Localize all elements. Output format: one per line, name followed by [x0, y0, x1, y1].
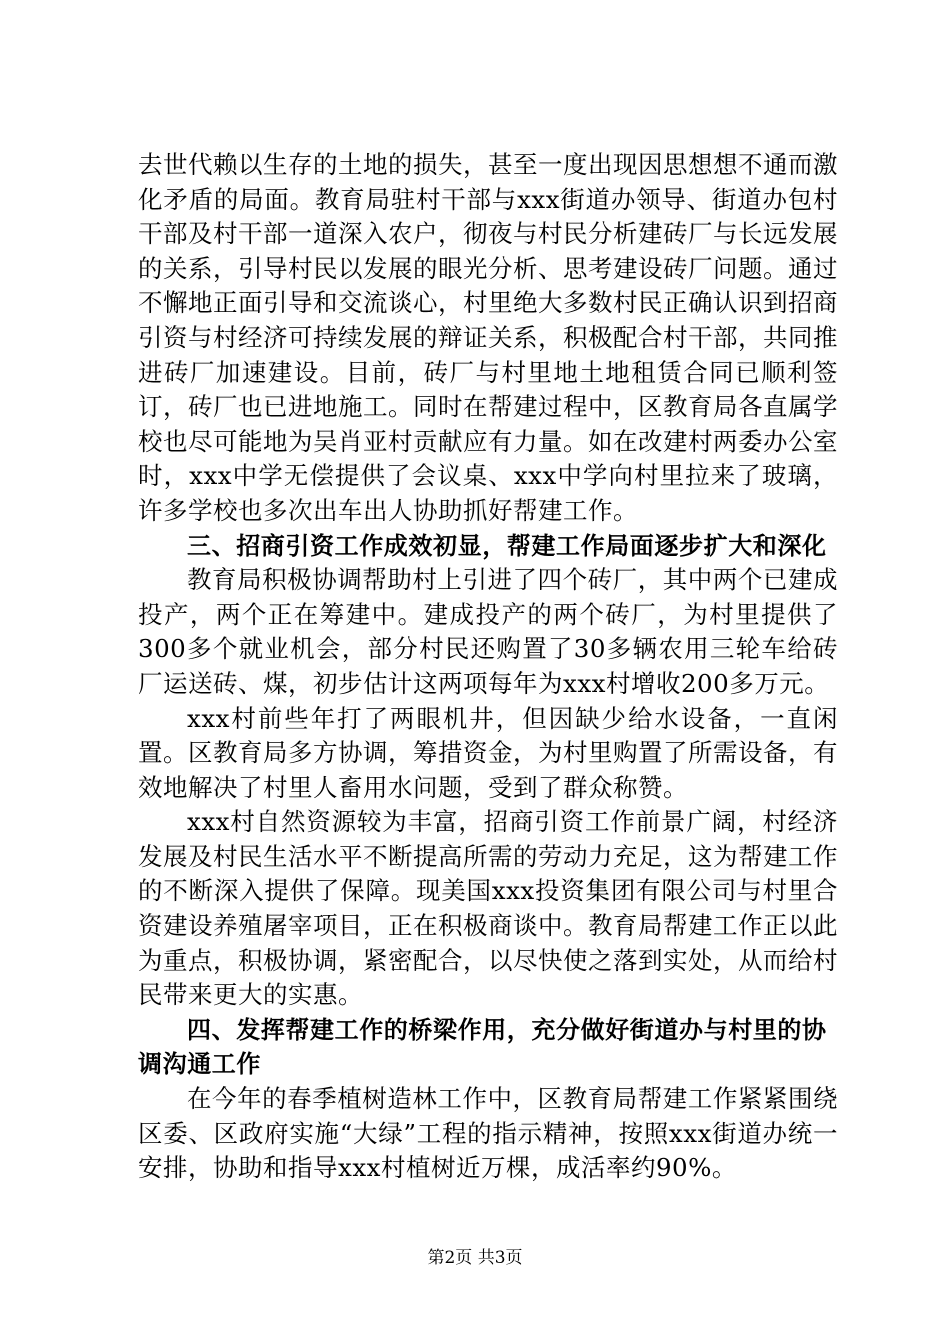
- page-number-footer: 第2页 共3页: [427, 1248, 523, 1268]
- paragraph: 在今年的春季植树造林工作中，区教育局帮建工作紧紧围绕区委、区政府实施“大绿”工程的指示精神，按照xxx街道办统一安排，协助和指导xxx村植树近万棵，成活率约90%。: [138, 1084, 838, 1183]
- paragraph: 教育局积极协调帮助村上引进了四个砖厂，其中两个已建成投产，两个正在筹建中。建成投产的两个砖厂，为村里提供了300多个就业机会，部分村民还购置了30多辆农用三轮车给砖厂运送砖、煤，初步估计这两项每年为xxx村增收200多万元。: [138, 565, 838, 698]
- section-heading: 四、发挥帮建工作的桥梁作用，充分做好街道办与村里的协调沟通工作: [138, 1015, 827, 1079]
- paragraph: xxx村前些年打了两眼机井，但因缺少给水设备，一直闲置。区教育局多方协调，筹措资金，为村里购置了所需设备，有效地解决了村里人畜用水问题，受到了群众称赞。: [138, 703, 838, 802]
- document-body: [138, 148, 838, 1186]
- section-heading: 三、招商引资工作成效初显，帮建工作局面逐步扩大和深化: [187, 531, 827, 560]
- paragraph: 去世代赖以生存的土地的损失，甚至一度出现因思想想不通而激化矛盾的局面。教育局驻村干部与xxx街道办领导、街道办包村干部及村干部一道深入农户，彻夜与村民分析建砖厂与长远发展的关系，引导村民以发展的眼光分析、思考建设砖厂问题。通过不懈地正面引导和交流谈心，村里绝大多数村民正确认识到招商引资与村经济可持续发展的辩证关系，积极配合村干部，共同推进砖厂加速建设。目前，砖厂与村里地土地租赁合同已顺利签订，砖厂也已进地施工。同时在帮建过程中，区教育局各直属学校也尽可能地为吴肖亚村贡献应有力量。如在改建村两委办公室时，xxx中学无偿提供了会议桌、xxx中学向村里拉来了玻璃，许多学校也多次出车出人协助抓好帮建工作。: [138, 150, 838, 525]
- paragraph: xxx村自然资源较为丰富，招商引资工作前景广阔，村经济发展及村民生活水平不断提高所需的劳动力充足，这为帮建工作的不断深入提供了保障。现美国xxx投资集团有限公司与村里合资建设养殖屠宰项目，正在积极商谈中。教育局帮建工作正以此为重点，积极协调，紧密配合，以尽快使之落到实处，从而给村民带来更大的实惠。: [138, 807, 838, 1010]
